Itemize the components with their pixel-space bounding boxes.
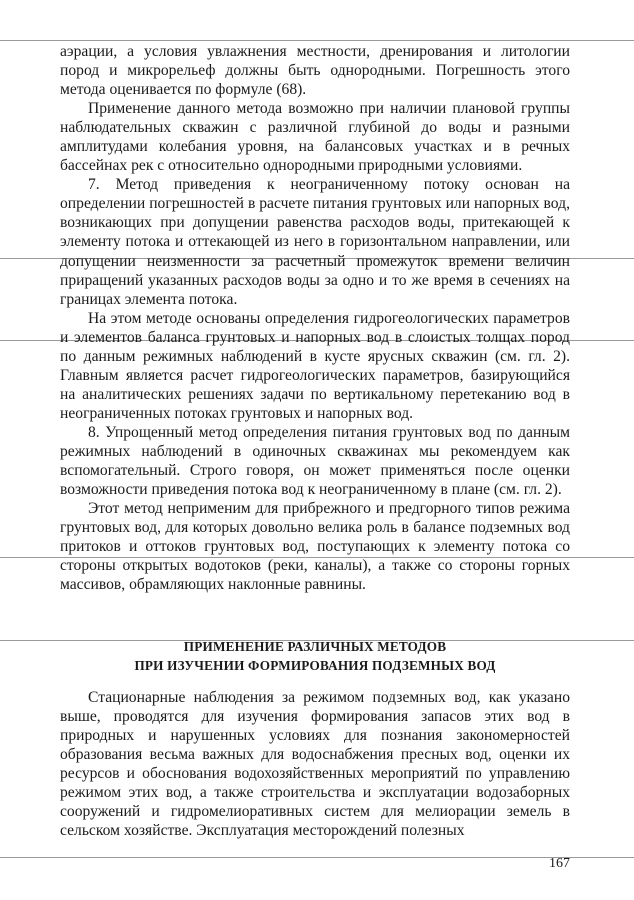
paragraph: Применение данного метода возможно при наличии плановой группы наблюдательных скважин с различной глубиной до воды и разными амплитудами колебания уровня, на балансовых участках и в речных бассейнах рек с относительно однородными природными условиями. [60,100,570,175]
paragraph: На этом методе основаны определения гидрогеологических параметров и элементов баланса грунтовых и напорных вод в слоистых толщах пород по данным режимных наблюдений в кусте ярусных скважин (см. гл. 2). Главным является расчет гидрогеологических параметров, базирующийся на аналитических решениях задачи по вертикальному перетеканию вод в неограниченных потоках грунтовых и напорных вод. [60,309,570,422]
body-text-bottom [60,688,570,840]
page-number: 167 [549,856,570,871]
section-heading-line: ПРИМЕНЕНИЕ РАЗЛИЧНЫХ МЕТОДОВ [183,639,447,654]
scan-line-bottom [0,857,634,858]
body-text-top [60,42,570,594]
paragraph: аэрации, а условия увлажнения местности, дренирования и литологии пород и микрорельеф должны быть однородными. Погрешность этого метода оценивается по формуле (68). [60,43,570,99]
paragraph: Этот метод неприменим для прибрежного и предгорного типов режима грунтовых вод, для которых довольно велика роль в балансе подземных вод притоков и оттоков грунтовых вод, поступающих к элементу потока со стороны открытых водотоков (реки, каналы), а также со стороны горных массивов, обрамляющих наклонные равнины. [60,500,570,594]
section-heading [60,637,570,675]
paragraph: 7. Метод приведения к неограниченному потоку основан на определении погрешностей в расчете питания грунтовых или напорных вод, возникающих при допущении равенства расходов воды, притекающей к элементу потока и оттекающей из него в горизонтальном направлении, или допущении неизменности за расчетный промежуток времени величин приращений указанных расходов воды за одно и то же время в сечениях на границах элемента потока. [60,176,570,308]
paragraph: Стационарные наблюдения за режимом подземных вод, как указано выше, проводятся для изучения формирования запасов этих вод в природных и нарушенных условиях для познания закономерностей образования весьма важных для водоснабжения пресных вод, оценки их ресурсов и обоснования водохозяйственных мероприятий по управлению режимом этих вод, а также строительства и эксплуатации водозаборных сооружений и гидромелиоративных систем для мелиорации земель в сельском хозяйстве. Эксплуатация месторождений полезных [60,689,570,840]
section-heading-line: ПРИ ИЗУЧЕНИИ ФОРМИРОВАНИЯ ПОДЗЕМНЫХ ВОД [134,658,496,673]
scan-line-top [0,40,634,41]
paragraph: 8. Упрощенный метод определения питания грунтовых вод по данным режимных наблюдений в одиночных скважинах мы рекомендуем как вспомогательный. Строго говоря, он может применяться после оценки возможности приведения потока вод к неограниченному в плане (см. гл. 2). [60,423,570,499]
